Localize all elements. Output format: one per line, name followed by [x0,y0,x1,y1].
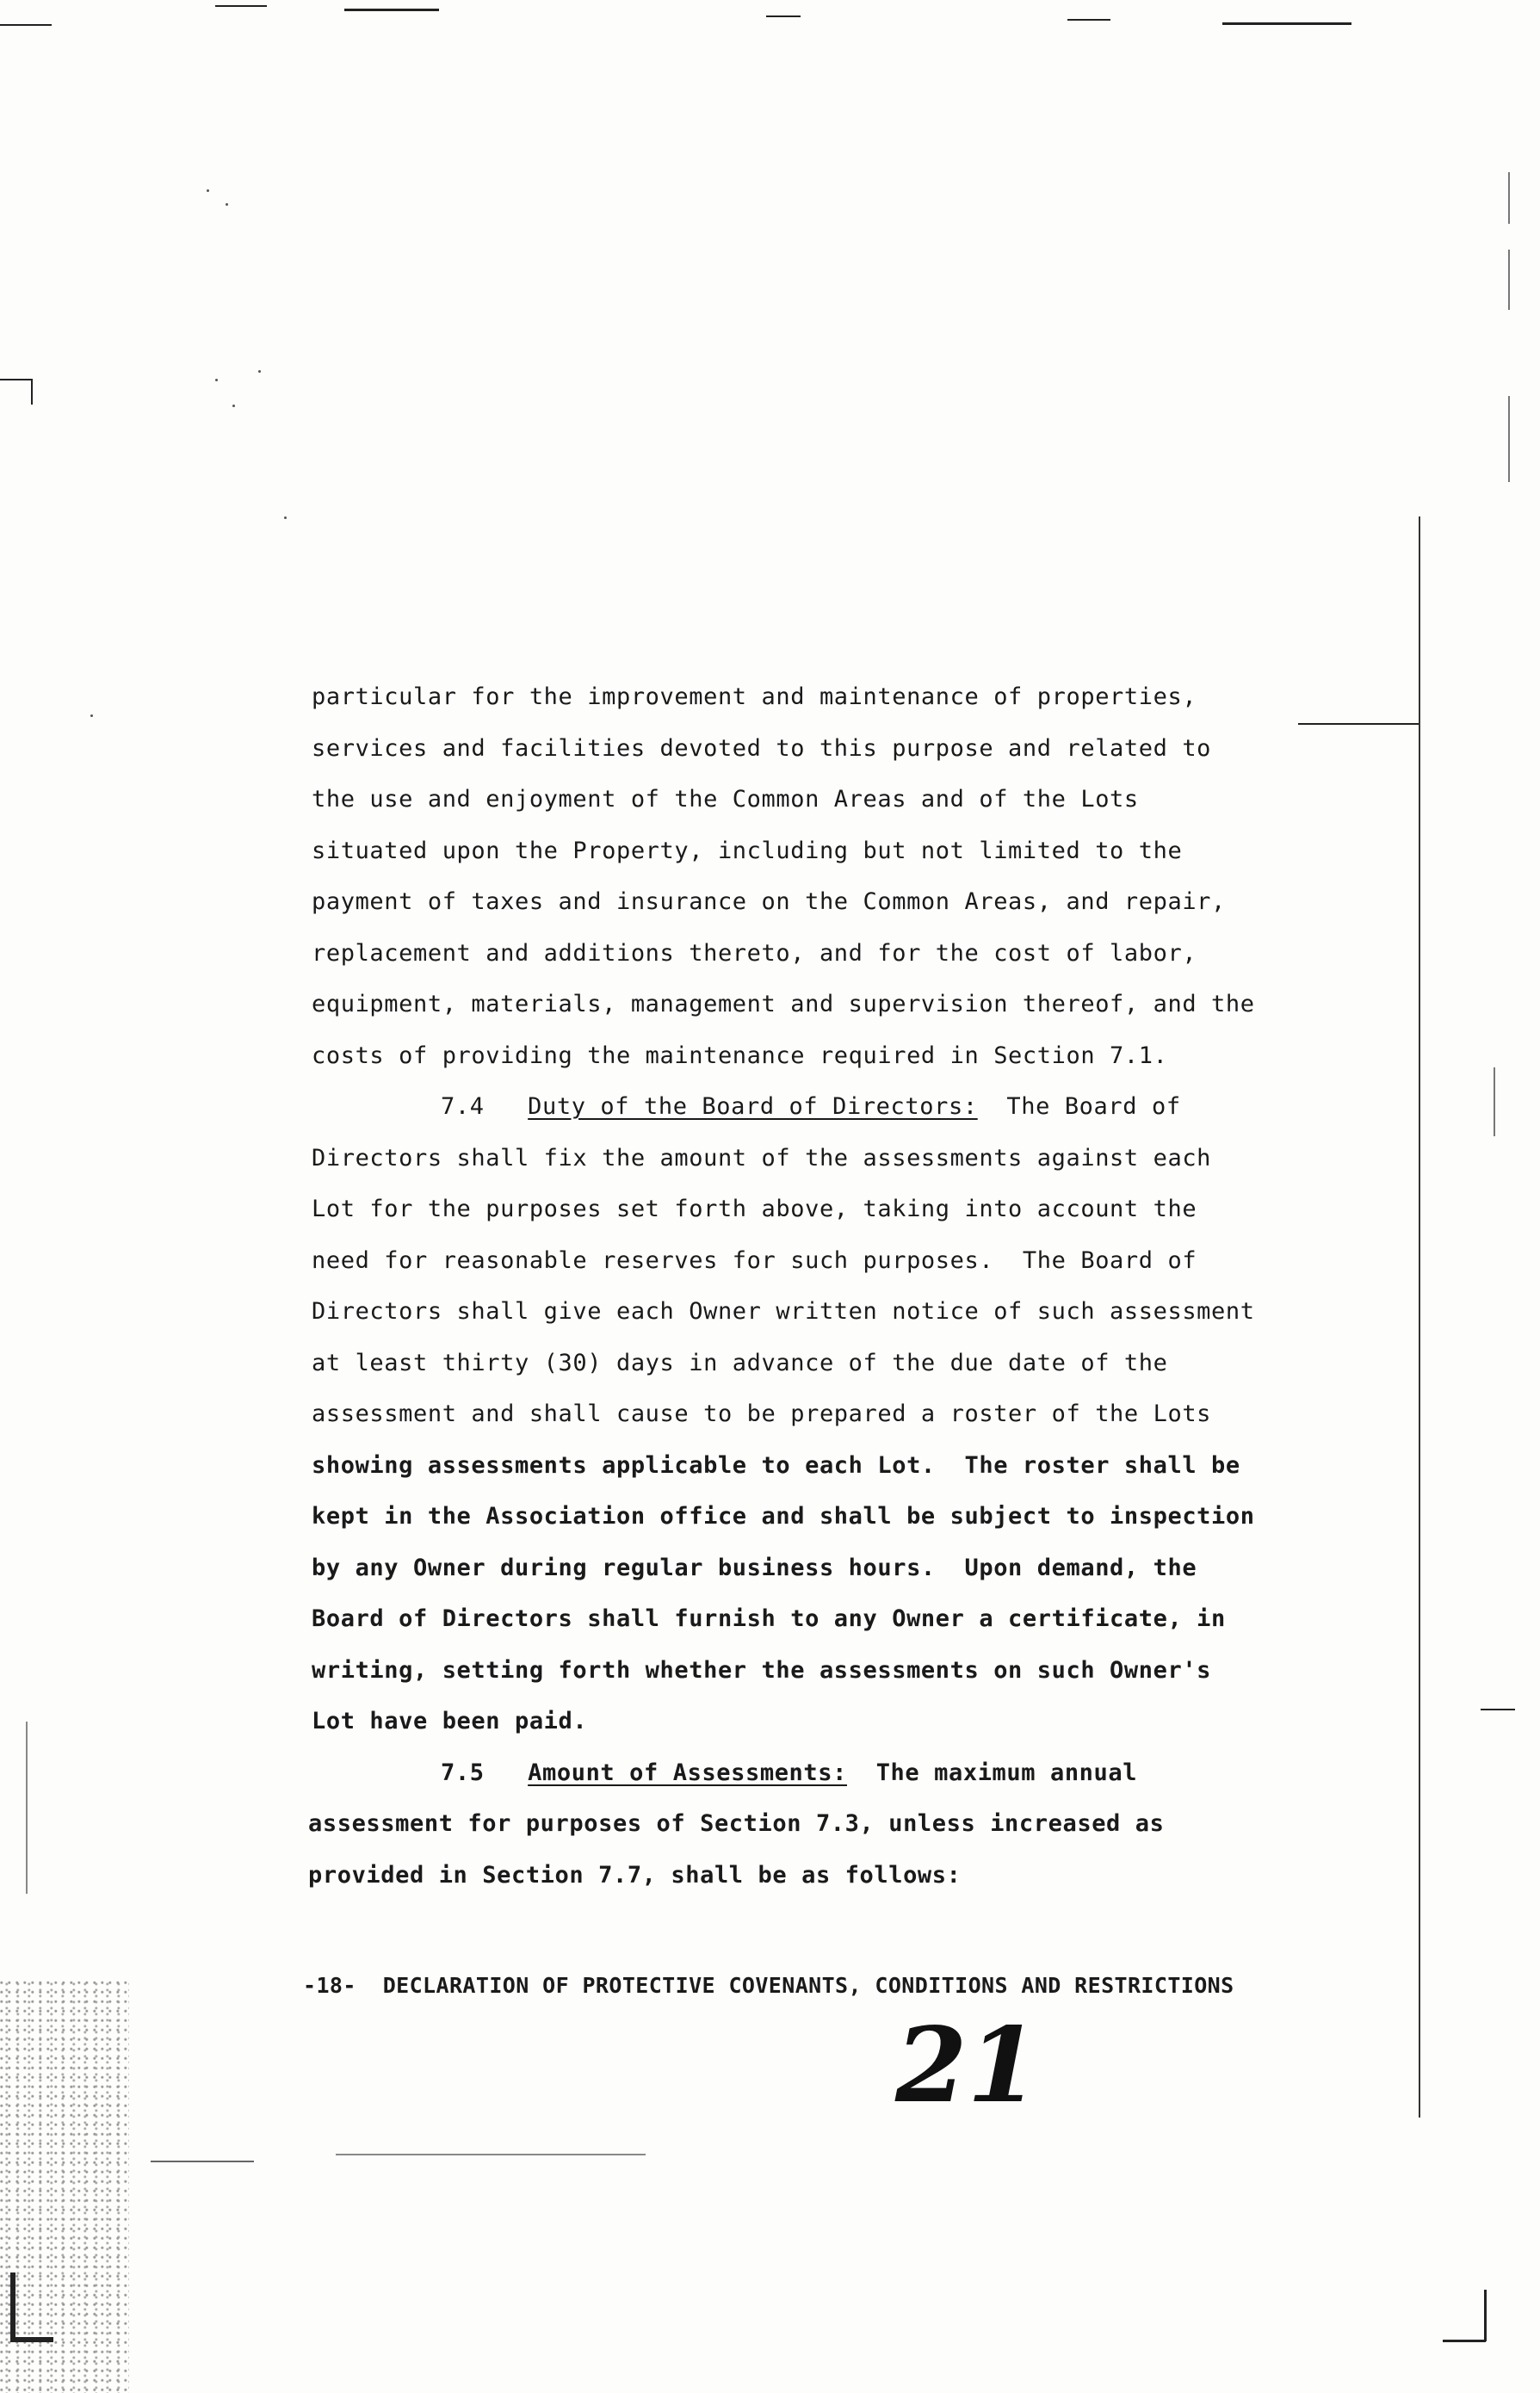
scan-artifact-line [344,9,439,11]
body-line: kept in the Association office and shall be subject to inspection [312,1503,1255,1530]
body-line: situated upon the Property, including but not limited to the [312,838,1183,864]
body-line: costs of providing the maintenance required in Section 7.1. [312,1042,1168,1069]
corner-mark [1443,2340,1486,2342]
scan-artifact-line [1067,19,1110,21]
section-number: 7.4 [441,1093,485,1120]
corner-mark [1484,2290,1487,2341]
scan-artifact-line [151,2161,254,2162]
body-line: provided in Section 7.7, shall be as follows: [308,1862,962,1889]
section-7-4-heading-line [441,1093,1181,1120]
page-footer: -18- DECLARATION OF PROTECTIVE COVENANTS, CONDITIONS AND RESTRICTIONS [303,1973,1234,1998]
scan-artifact-line [1508,396,1510,482]
body-line: by any Owner during regular business hours. Upon demand, the [312,1555,1197,1581]
scan-speck [215,379,218,381]
margin-rule [1419,516,1420,2118]
scan-artifact-line [31,379,33,405]
scan-artifact-line [336,2154,646,2155]
scan-noise [0,1980,129,2393]
scan-artifact-line [0,24,52,26]
scan-artifact-line [0,379,33,380]
section-7-5-heading-line [441,1759,1137,1786]
scan-artifact-line [1508,250,1510,310]
scan-artifact-line [766,15,801,17]
scan-speck [258,370,261,373]
margin-mark [1298,723,1419,725]
scan-artifact-line [1222,22,1351,25]
body-line: showing assessments applicable to each Lot. The roster shall be [312,1452,1240,1479]
scan-artifact-line [1494,1067,1495,1136]
handwritten-page-number: 21 [895,2005,1039,2126]
scan-artifact-line [1481,1709,1515,1710]
body-line: Lot for the purposes set forth above, taking into account the [312,1196,1197,1222]
body-line: Lot have been paid. [312,1708,588,1734]
body-line: particular for the improvement and maintenance of properties, [312,683,1197,710]
section-heading: Amount of Assessments: [528,1759,847,1786]
scan-artifact-line [26,1722,28,1894]
corner-mark [10,2337,53,2342]
body-line: writing, setting forth whether the assessments on such Owner's [312,1657,1212,1684]
body-line: need for reasonable reserves for such purposes. The Board of [312,1247,1197,1274]
body-line: Directors shall give each Owner written notice of such assessment [312,1298,1255,1325]
body-line: Directors shall fix the amount of the assessments against each [312,1145,1212,1172]
section-number: 7.5 [441,1759,485,1786]
body-line: the use and enjoyment of the Common Areas and of the Lots [312,786,1139,813]
scan-speck [226,203,228,206]
body-line: services and facilities devoted to this purpose and related to [312,735,1212,762]
scan-speck [232,405,235,407]
body-line: assessment and shall cause to be prepared a roster of the Lots [312,1401,1212,1427]
body-line: equipment, materials, management and supervision thereof, and the [312,991,1255,1017]
section-heading: Duty of the Board of Directors: [528,1093,978,1120]
body-line: payment of taxes and insurance on the Common Areas, and repair, [312,888,1226,915]
section-heading-rest: The Board of [1006,1093,1181,1120]
body-line: at least thirty (30) days in advance of the due date of the [312,1350,1168,1376]
section-heading-rest: The maximum annual [875,1759,1138,1786]
scan-speck [207,189,209,192]
body-line: assessment for purposes of Section 7.3, unless increased as [308,1810,1165,1837]
corner-mark [10,2272,15,2341]
body-line: replacement and additions thereto, and for the cost of labor, [312,940,1197,967]
scan-speck [284,516,287,519]
scan-speck [90,714,93,717]
scan-artifact-line [1508,172,1510,224]
scan-artifact-line [215,5,267,7]
body-line: Board of Directors shall furnish to any Owner a certificate, in [312,1605,1226,1632]
